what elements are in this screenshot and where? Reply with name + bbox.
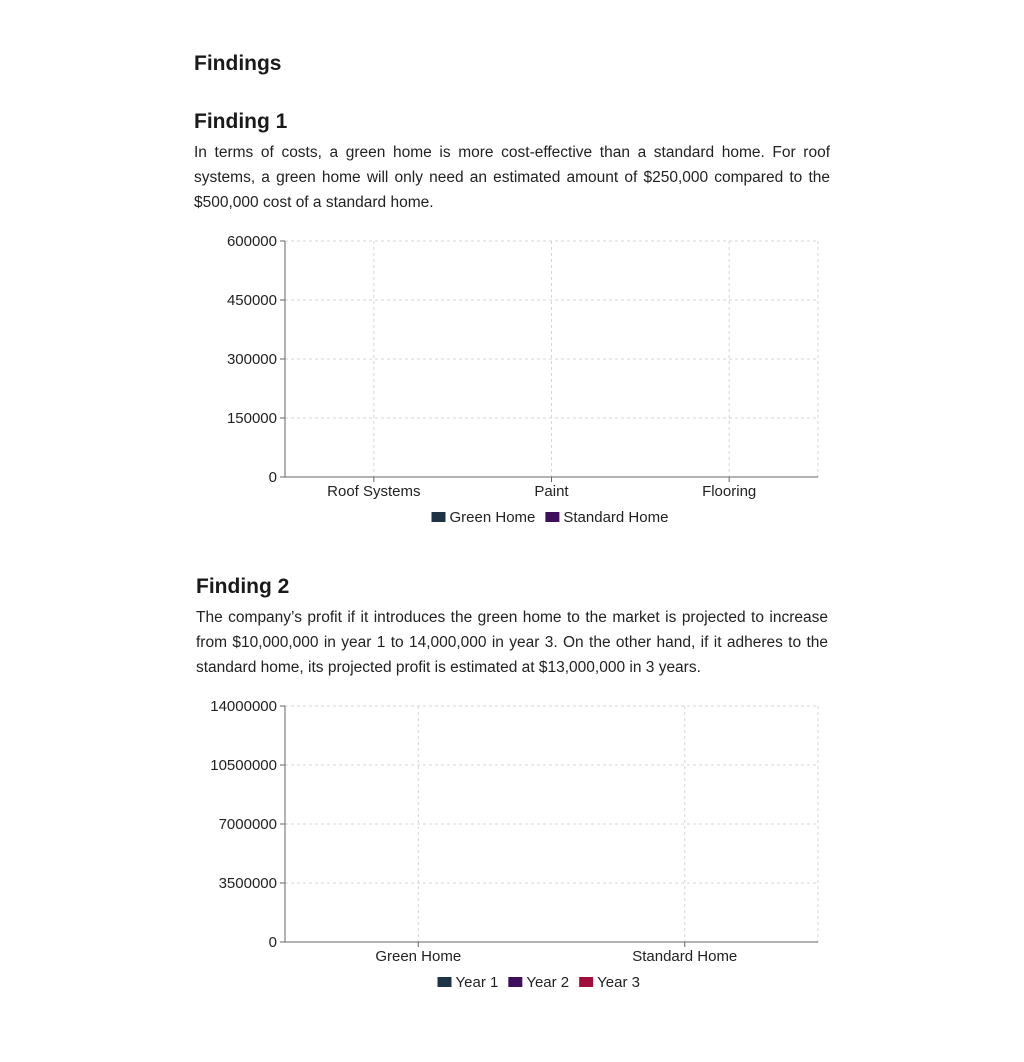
finding-2-text: The company’s profit if it introduces the green home to the market is projected to increase from $10,000,000 in year 1 to 14,000,000 in year 3. On the other hand, if it adheres to the standard home, its projected profit is estimated at $13,000,000 in 3 years.	[196, 609, 828, 676]
legend-swatch	[545, 512, 559, 522]
finding-1-text: In terms of costs, a green home is more cost-effective than a standard home. For roof systems, a green home will only need an estimated amount of $250,000 compared to the $500,000 cost of a standard home.	[194, 144, 830, 211]
legend-swatch	[432, 512, 446, 522]
x-tick-label: Paint	[534, 483, 569, 500]
legend-swatch	[438, 977, 452, 987]
legend-label: Year 3	[597, 974, 640, 991]
legend-swatch	[508, 977, 522, 987]
finding-2-chart	[0, 695, 1024, 1005]
y-tick-label: 300000	[226, 351, 277, 368]
x-tick-label: Roof Systems	[327, 483, 421, 500]
y-tick-label: 7000000	[218, 816, 277, 833]
legend-swatch	[579, 977, 593, 987]
finding-1-chart	[0, 230, 1024, 540]
y-tick-label: 14000000	[210, 698, 277, 715]
y-tick-label: 450000	[226, 292, 277, 309]
x-tick-label: Flooring	[702, 483, 757, 500]
legend-label: Year 2	[526, 974, 570, 991]
y-tick-label: 150000	[226, 410, 277, 427]
y-tick-label: 10500000	[210, 757, 277, 774]
legend-label: Standard Home	[563, 509, 669, 526]
legend-label: Year 1	[455, 974, 499, 991]
x-tick-label: Green Home	[375, 948, 462, 965]
x-tick-label: Standard Home	[632, 948, 738, 965]
finding-1-title: Finding 1	[194, 110, 288, 133]
y-tick-label: 0	[268, 469, 277, 486]
page-title: Findings	[194, 52, 282, 75]
y-tick-label: 600000	[226, 233, 277, 250]
legend-label: Green Home	[449, 509, 536, 526]
finding-2-title: Finding 2	[196, 575, 290, 598]
y-tick-label: 3500000	[218, 875, 277, 892]
y-tick-label: 0	[268, 934, 277, 951]
